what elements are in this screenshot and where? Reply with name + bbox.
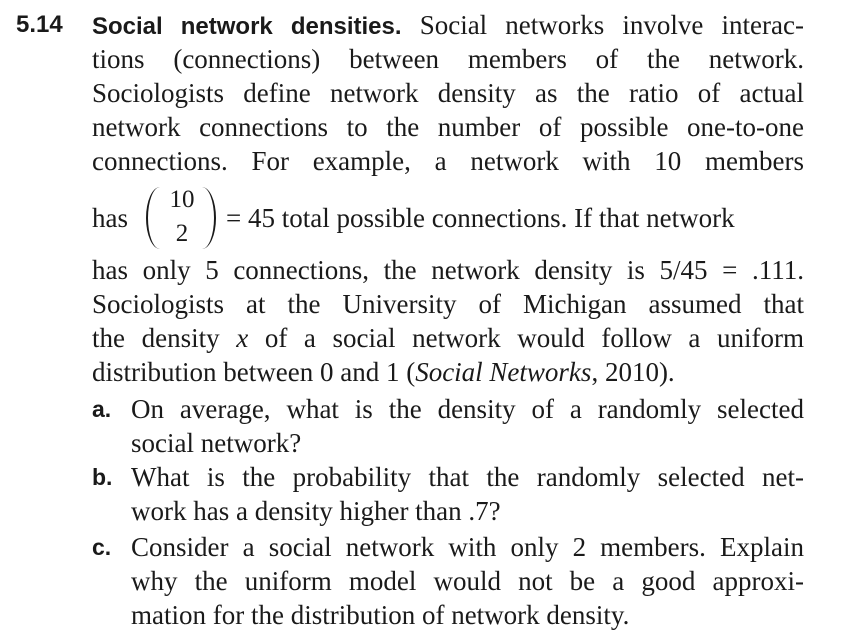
binomial-bottom: 2: [175, 220, 189, 247]
binomial-top: 10: [169, 186, 195, 213]
exercise-line-2: tions (connections) between members of the network.: [92, 44, 804, 74]
part-b-line-2: work has a density higher than .7?: [131, 496, 501, 526]
line-9-start: the density: [92, 323, 220, 353]
line-1-text: Social networks involve interac-: [419, 10, 804, 40]
part-b-label: b.: [92, 464, 113, 490]
binomial-prefix: has: [92, 203, 128, 233]
variable-x: x: [236, 323, 249, 353]
part-a-label: a.: [92, 396, 112, 422]
part-a-line-1: On average, what is the density of a randomly selected: [131, 394, 804, 424]
part-c-line-3: mation for the distribution of network density.: [131, 600, 630, 630]
exercise-line-5: connections. For example, a network with 10 members: [92, 146, 804, 176]
right-paren: [202, 187, 216, 249]
part-a-line-2: social network?: [131, 428, 302, 458]
line-10-end: , 2010).: [591, 357, 675, 387]
exercise-line-3: Sociologists define network density as the ratio of actual: [92, 78, 804, 108]
exercise-line-4: network connections to the number of possible one-to-one: [92, 112, 804, 142]
part-c-line-2: why the uniform model would not be a good approxi-: [131, 566, 804, 596]
part-c-line-1: Consider a social network with only 2 members. Explain: [131, 532, 804, 562]
part-c-label: c.: [92, 534, 112, 560]
binomial-coefficient: [144, 183, 224, 253]
part-b-line-1: What is the probability that the randomly selected net-: [131, 462, 804, 492]
exercise-title: Social network densities.: [92, 13, 402, 40]
exercise-line-8: Sociologists at the University of Michigan assumed that: [92, 289, 804, 319]
binomial-rest: = 45 total possible connections. If that network: [226, 203, 735, 233]
line-10-start: distribution between 0 and 1 (: [92, 357, 416, 387]
binomial-line: [92, 183, 804, 253]
journal-name: Social Networks: [415, 357, 592, 387]
exercise-line-10: [92, 355, 804, 389]
line-9-end: of a social network would follow a uniform: [264, 323, 804, 353]
exercise-number: 5.14: [16, 11, 63, 38]
exercise-line-7: has only 5 connections, the network density is 5/45 = .111.: [92, 255, 804, 285]
exercise-line-9: [92, 321, 804, 355]
exercise-line-1: [92, 8, 804, 44]
